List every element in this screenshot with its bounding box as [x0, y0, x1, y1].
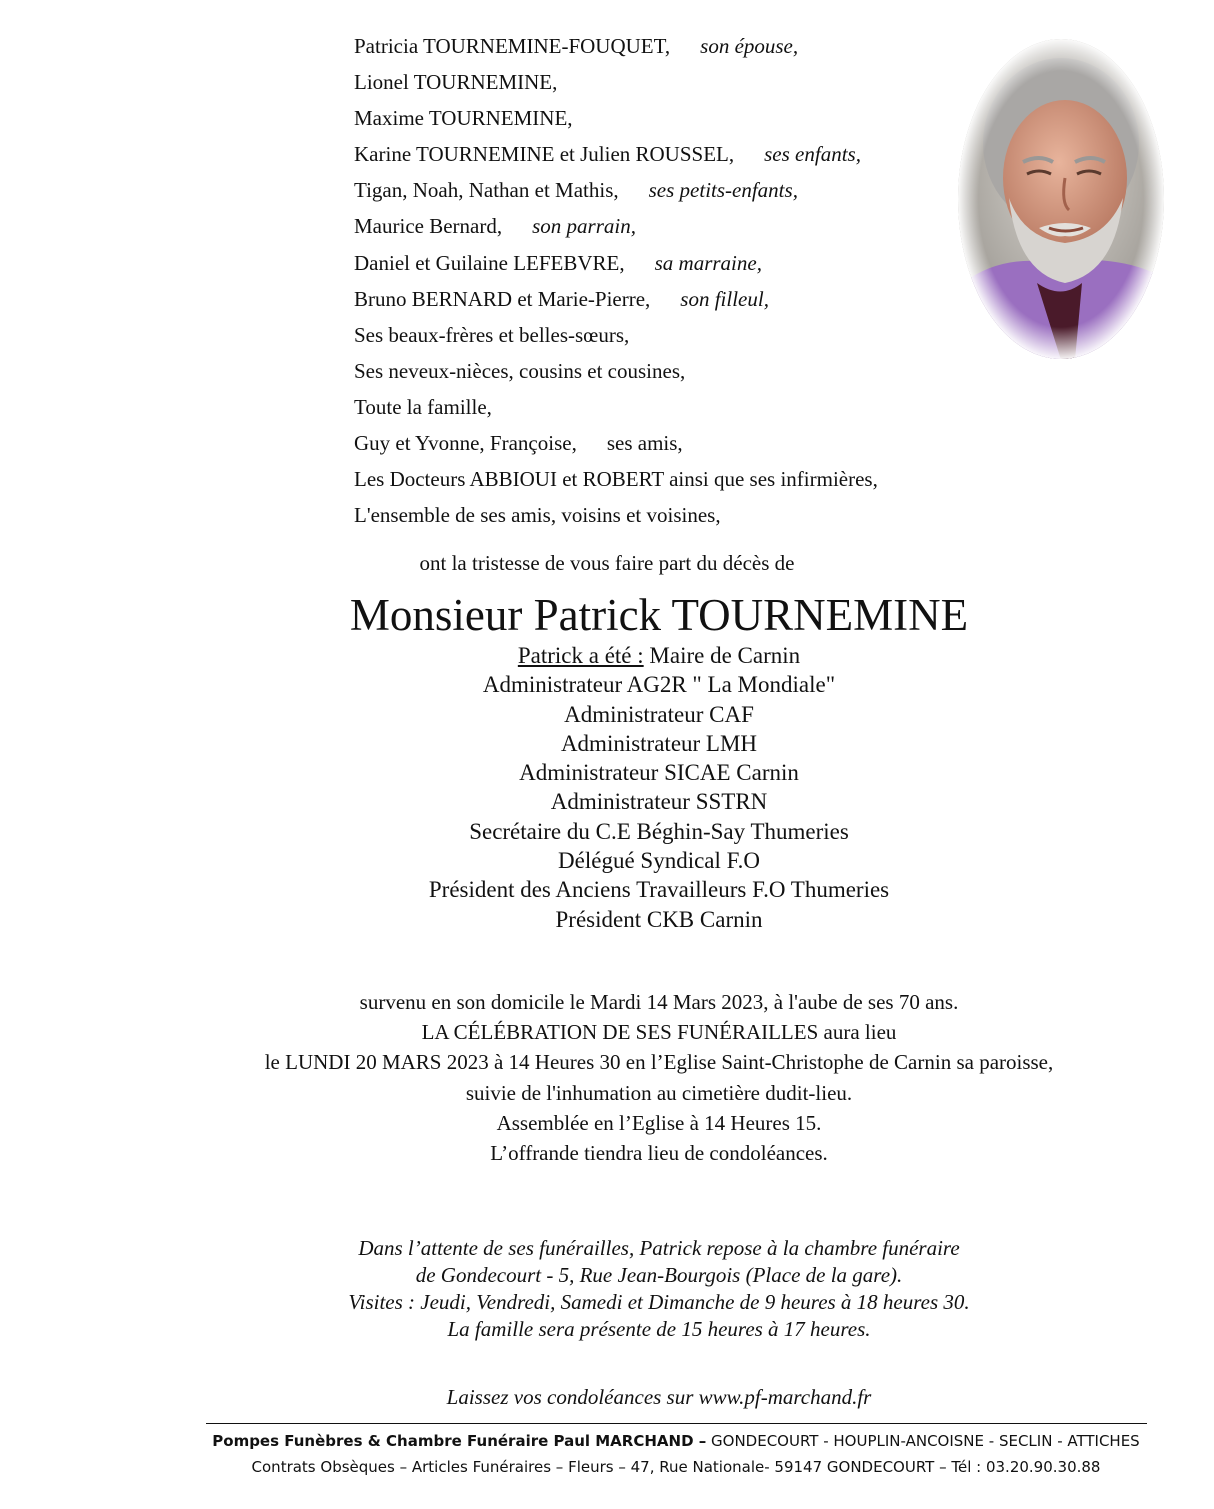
- wake-line: La famille sera présente de 15 heures à 17 heures.: [447, 1317, 871, 1341]
- footer-company-name: Pompes Funèbres & Chambre Funéraire Paul MARCHAND –: [212, 1432, 707, 1450]
- deceased-name: Monsieur Patrick TOURNEMINE: [349, 590, 969, 640]
- footer-towns: GONDECOURT - HOUPLIN-ANCOISNE - SECLIN - ATTICHES: [706, 1432, 1140, 1450]
- family-row: [354, 174, 974, 210]
- family-relation: sa marraine,: [654, 250, 762, 275]
- family-name: L'ensemble de ses amis, voisins et voisines,: [354, 503, 721, 528]
- role-item: Administrateur SICAE Carnin: [519, 760, 799, 786]
- family-row: [354, 138, 974, 174]
- role-item: Secrétaire du C.E Béghin-Say Thumeries: [469, 818, 849, 844]
- family-row: [354, 355, 974, 391]
- family-name: Daniel et Guilaine LEFEBVRE,: [354, 250, 625, 275]
- family-relation: ses petits-enfants,: [648, 178, 798, 203]
- family-name: Lionel TOURNEMINE,: [354, 70, 558, 95]
- family-row: [354, 499, 974, 535]
- deceased-roles: [0, 641, 1214, 934]
- portrait-photo: [957, 38, 1165, 360]
- ceremony-line: LA CÉLÉBRATION DE SES FUNÉRAILLES aura lieu: [421, 1020, 897, 1045]
- footer-divider: [206, 1423, 1147, 1424]
- role-item: Administrateur AG2R " La Mondiale": [482, 672, 836, 698]
- family-name: Toute la famille,: [354, 394, 492, 419]
- role-item: Maire de Carnin: [649, 643, 801, 668]
- family-row: [354, 210, 974, 246]
- role-item: Président des Anciens Travailleurs F.O Thumeries: [428, 877, 890, 903]
- role-item: Administrateur CAF: [564, 701, 754, 727]
- family-name: Ses beaux-frères et belles-sœurs,: [354, 322, 630, 347]
- family-row: [354, 30, 974, 66]
- family-row: [354, 319, 974, 355]
- wake-line: Visites : Jeudi, Vendredi, Samedi et Dimanche de 9 heures à 18 heures 30.: [348, 1290, 970, 1314]
- footer-company-line: [0, 1432, 1214, 1450]
- family-name: Patricia TOURNEMINE-FOUQUET,: [354, 34, 671, 58]
- family-relation: ses enfants,: [764, 142, 861, 167]
- role-item: Administrateur LMH: [560, 730, 758, 756]
- role-line: [0, 641, 1214, 670]
- family-relation: ses amis,: [606, 431, 683, 456]
- family-row: [354, 283, 974, 319]
- family-name: Karine TOURNEMINE et Julien ROUSSEL,: [354, 142, 735, 167]
- family-name: Bruno BERNARD et Marie-Pierre,: [354, 286, 651, 311]
- role-item: Délégué Syndical F.O: [558, 848, 760, 874]
- family-name: Tigan, Noah, Nathan et Mathis,: [354, 178, 619, 203]
- family-relation: son épouse,: [700, 34, 799, 58]
- family-row: [354, 247, 974, 283]
- family-relation: son parrain,: [532, 214, 636, 239]
- wake-line: Dans l’attente de ses funérailles, Patrick repose à la chambre funéraire: [358, 1236, 960, 1260]
- role-item: Président CKB Carnin: [555, 906, 763, 932]
- family-name: Maxime TOURNEMINE,: [354, 106, 573, 131]
- ceremony-line: Assemblée en l’Eglise à 14 Heures 15.: [496, 1110, 822, 1135]
- ceremony-details: [0, 987, 1214, 1168]
- family-name: Les Docteurs ABBIOUI et ROBERT ainsi que ses infirmières,: [354, 467, 878, 492]
- family-row: [354, 463, 974, 499]
- role-item: Administrateur SSTRN: [550, 789, 768, 815]
- family-list: [354, 30, 974, 535]
- family-name: Guy et Yvonne, Françoise,: [354, 431, 577, 456]
- intro-line: ont la tristesse de vous faire part du décès de: [419, 551, 795, 575]
- family-name: Maurice Bernard,: [354, 214, 503, 239]
- family-relation: son filleul,: [680, 286, 769, 311]
- ceremony-line: suivie de l'inhumation au cimetière dudit-lieu.: [465, 1080, 853, 1105]
- footer-services-line: Contrats Obsèques – Articles Funéraires – Fleurs – 47, Rue Nationale- 59147 GONDECOURT – Tél : 03.20.90.30.88: [251, 1458, 1101, 1476]
- family-row: [354, 102, 974, 138]
- wake-details: [0, 1235, 1214, 1343]
- family-row: [354, 66, 974, 102]
- ceremony-line: le LUNDI 20 MARS 2023 à 14 Heures 30 en l’Eglise Saint-Christophe de Carnin sa paroisse,: [264, 1050, 1054, 1075]
- family-row: [354, 391, 974, 427]
- family-name: Ses neveux-nièces, cousins et cousines,: [354, 358, 686, 383]
- condolences-website-line: Laissez vos condoléances sur www.pf-marchand.fr: [446, 1385, 872, 1409]
- wake-line: de Gondecourt - 5, Rue Jean-Bourgois (Place de la gare).: [415, 1263, 903, 1287]
- ceremony-line: L’offrande tiendra lieu de condoléances.: [490, 1140, 828, 1165]
- ceremony-line: survenu en son domicile le Mardi 14 Mars 2023, à l'aube de ses 70 ans.: [359, 990, 959, 1014]
- roles-heading: Patrick a été :: [517, 643, 644, 668]
- family-row: [354, 427, 974, 463]
